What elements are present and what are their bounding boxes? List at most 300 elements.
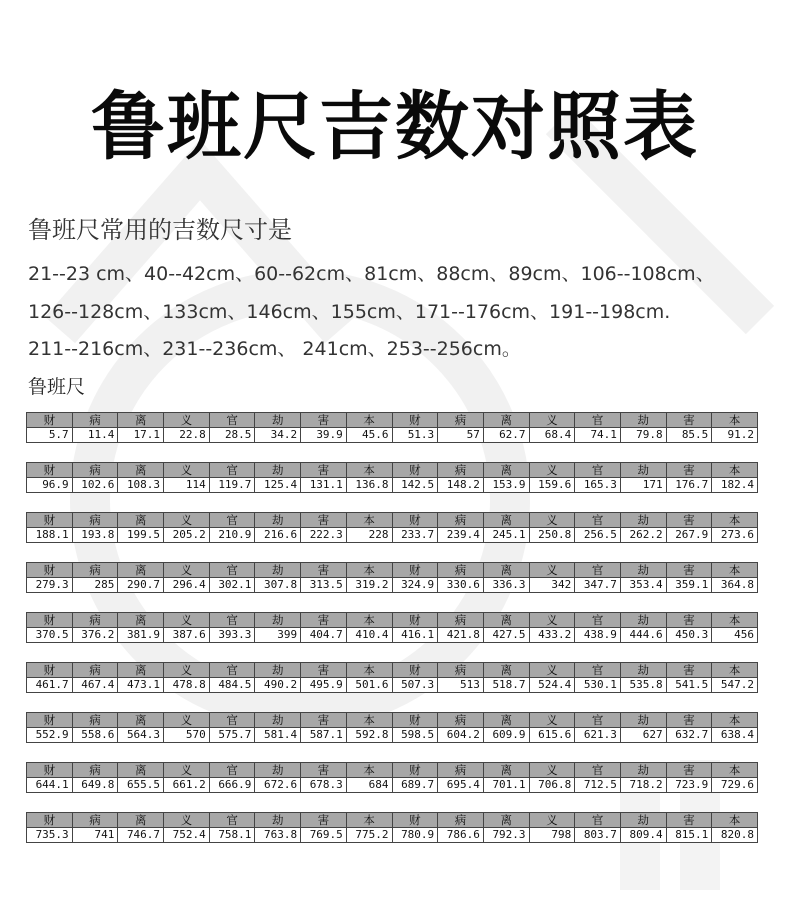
header-cell: 财 (27, 513, 73, 528)
value-cell: 689.7 (392, 778, 438, 793)
header-cell: 病 (438, 513, 484, 528)
header-cell: 害 (301, 663, 347, 678)
value-cell: 638.4 (712, 728, 758, 743)
value-cell: 741 (72, 828, 118, 843)
value-cell: 723.9 (666, 778, 712, 793)
header-cell: 义 (164, 713, 210, 728)
value-cell: 307.8 (255, 578, 301, 593)
value-cell: 39.9 (301, 428, 347, 443)
value-cell: 558.6 (72, 728, 118, 743)
value-cell: 598.5 (392, 728, 438, 743)
value-cell: 421.8 (438, 628, 484, 643)
ruler-table (26, 662, 758, 693)
header-cell: 本 (346, 663, 392, 678)
value-cell: 22.8 (164, 428, 210, 443)
header-row (27, 613, 758, 628)
value-cell: 34.2 (255, 428, 301, 443)
header-cell: 病 (438, 463, 484, 478)
header-cell: 离 (118, 813, 164, 828)
header-cell: 病 (72, 413, 118, 428)
header-cell: 害 (666, 713, 712, 728)
header-cell: 离 (118, 663, 164, 678)
value-row (27, 528, 758, 543)
header-cell: 财 (27, 763, 73, 778)
value-cell: 769.5 (301, 828, 347, 843)
ruler-table (26, 462, 758, 493)
header-cell: 劫 (255, 463, 301, 478)
value-cell: 433.2 (529, 628, 575, 643)
header-cell: 义 (164, 513, 210, 528)
value-cell: 552.9 (27, 728, 73, 743)
header-cell: 害 (301, 813, 347, 828)
header-cell: 义 (529, 613, 575, 628)
value-cell: 547.2 (712, 678, 758, 693)
value-cell: 245.1 (483, 528, 529, 543)
value-cell: 11.4 (72, 428, 118, 443)
value-cell: 467.4 (72, 678, 118, 693)
dimension-line: 211--216cm、231--236cm、 241cm、253--256cm。 (28, 338, 521, 360)
value-cell: 62.7 (483, 428, 529, 443)
header-cell: 病 (72, 613, 118, 628)
value-cell: 153.9 (483, 478, 529, 493)
value-cell: 666.9 (209, 778, 255, 793)
value-cell: 114 (164, 478, 210, 493)
value-cell: 444.6 (620, 628, 666, 643)
header-cell: 义 (529, 663, 575, 678)
header-cell: 财 (392, 613, 438, 628)
header-cell: 本 (346, 613, 392, 628)
header-cell: 义 (529, 463, 575, 478)
value-cell: 233.7 (392, 528, 438, 543)
value-cell: 188.1 (27, 528, 73, 543)
header-cell: 离 (483, 463, 529, 478)
header-cell: 病 (438, 813, 484, 828)
header-cell: 害 (666, 513, 712, 528)
header-cell: 义 (529, 413, 575, 428)
value-row (27, 478, 758, 493)
value-cell: 490.2 (255, 678, 301, 693)
value-row (27, 728, 758, 743)
header-cell: 本 (712, 713, 758, 728)
value-cell: 798 (529, 828, 575, 843)
header-cell: 官 (209, 663, 255, 678)
header-cell: 官 (209, 613, 255, 628)
value-cell: 456 (712, 628, 758, 643)
value-cell: 513 (438, 678, 484, 693)
header-cell: 官 (209, 463, 255, 478)
luban-ruler-tables (26, 412, 760, 862)
value-row (27, 628, 758, 643)
header-cell: 病 (72, 563, 118, 578)
header-cell: 离 (483, 713, 529, 728)
value-cell: 649.8 (72, 778, 118, 793)
header-cell: 财 (392, 713, 438, 728)
page-title: 鲁班尺吉数对照表 (91, 84, 699, 170)
header-row (27, 713, 758, 728)
value-cell: 285 (72, 578, 118, 593)
header-row (27, 463, 758, 478)
value-cell: 758.1 (209, 828, 255, 843)
header-cell: 本 (712, 813, 758, 828)
header-cell: 害 (666, 413, 712, 428)
value-cell: 148.2 (438, 478, 484, 493)
header-row (27, 663, 758, 678)
header-cell: 官 (575, 713, 621, 728)
header-cell: 病 (438, 663, 484, 678)
value-row (27, 678, 758, 693)
value-cell: 239.4 (438, 528, 484, 543)
header-cell: 财 (392, 563, 438, 578)
header-cell: 害 (301, 713, 347, 728)
header-cell: 害 (666, 613, 712, 628)
value-cell: 51.3 (392, 428, 438, 443)
value-row (27, 828, 758, 843)
value-cell: 530.1 (575, 678, 621, 693)
value-cell: 820.8 (712, 828, 758, 843)
header-cell: 官 (575, 513, 621, 528)
value-cell: 336.3 (483, 578, 529, 593)
header-cell: 离 (118, 463, 164, 478)
header-cell: 劫 (255, 513, 301, 528)
header-cell: 劫 (255, 613, 301, 628)
header-cell: 病 (72, 713, 118, 728)
value-cell: 57 (438, 428, 484, 443)
value-cell: 655.5 (118, 778, 164, 793)
dimension-line: 21--23 cm、40--42cm、60--62cm、81cm、88cm、89cm、106--108cm、 (28, 263, 715, 285)
value-cell: 222.3 (301, 528, 347, 543)
header-cell: 害 (301, 513, 347, 528)
value-cell: 142.5 (392, 478, 438, 493)
header-cell: 官 (209, 763, 255, 778)
value-cell: 267.9 (666, 528, 712, 543)
value-cell: 399 (255, 628, 301, 643)
header-cell: 害 (301, 563, 347, 578)
value-cell: 786.6 (438, 828, 484, 843)
header-cell: 官 (575, 463, 621, 478)
header-cell: 本 (712, 613, 758, 628)
header-cell: 义 (529, 813, 575, 828)
value-cell: 632.7 (666, 728, 712, 743)
value-cell: 370.5 (27, 628, 73, 643)
value-cell: 450.3 (666, 628, 712, 643)
value-cell: 609.9 (483, 728, 529, 743)
header-cell: 本 (712, 513, 758, 528)
value-cell: 5.7 (27, 428, 73, 443)
value-cell: 484.5 (209, 678, 255, 693)
value-cell: 342 (529, 578, 575, 593)
header-cell: 劫 (620, 813, 666, 828)
ruler-table (26, 412, 758, 443)
header-cell: 本 (346, 563, 392, 578)
value-cell: 68.4 (529, 428, 575, 443)
header-cell: 劫 (255, 813, 301, 828)
value-cell: 28.5 (209, 428, 255, 443)
value-cell: 404.7 (301, 628, 347, 643)
header-row (27, 763, 758, 778)
value-cell: 427.5 (483, 628, 529, 643)
header-cell: 害 (301, 613, 347, 628)
value-cell: 102.6 (72, 478, 118, 493)
value-cell: 803.7 (575, 828, 621, 843)
dimension-line: 126--128cm、133cm、146cm、155cm、171--176cm、191--198cm. (28, 300, 671, 323)
value-cell: 718.2 (620, 778, 666, 793)
header-cell: 本 (346, 813, 392, 828)
header-cell: 劫 (620, 763, 666, 778)
header-row (27, 513, 758, 528)
value-cell: 262.2 (620, 528, 666, 543)
header-cell: 官 (209, 813, 255, 828)
header-row (27, 413, 758, 428)
header-cell: 官 (209, 513, 255, 528)
value-cell: 387.6 (164, 628, 210, 643)
value-cell: 91.2 (712, 428, 758, 443)
value-cell: 627 (620, 728, 666, 743)
header-cell: 官 (575, 413, 621, 428)
header-cell: 害 (301, 413, 347, 428)
value-cell: 228 (346, 528, 392, 543)
header-cell: 本 (712, 763, 758, 778)
header-cell: 离 (483, 413, 529, 428)
header-cell: 财 (27, 713, 73, 728)
header-cell: 义 (164, 613, 210, 628)
header-cell: 本 (712, 663, 758, 678)
header-cell: 劫 (255, 663, 301, 678)
header-cell: 财 (27, 413, 73, 428)
value-cell: 501.6 (346, 678, 392, 693)
value-cell: 535.8 (620, 678, 666, 693)
value-cell: 193.8 (72, 528, 118, 543)
value-cell: 684 (346, 778, 392, 793)
value-cell: 324.9 (392, 578, 438, 593)
header-cell: 官 (209, 713, 255, 728)
header-cell: 财 (392, 663, 438, 678)
header-cell: 劫 (620, 613, 666, 628)
value-cell: 182.4 (712, 478, 758, 493)
header-cell: 离 (118, 713, 164, 728)
auspicious-dimensions (28, 256, 778, 369)
header-cell: 本 (346, 463, 392, 478)
header-cell: 害 (666, 813, 712, 828)
header-cell: 劫 (255, 713, 301, 728)
value-cell: 518.7 (483, 678, 529, 693)
ruler-table (26, 562, 758, 593)
value-cell: 621.3 (575, 728, 621, 743)
header-cell: 劫 (620, 413, 666, 428)
value-cell: 712.5 (575, 778, 621, 793)
header-cell: 本 (346, 413, 392, 428)
value-cell: 96.9 (27, 478, 73, 493)
value-cell: 524.4 (529, 678, 575, 693)
value-cell: 85.5 (666, 428, 712, 443)
value-cell: 74.1 (575, 428, 621, 443)
value-cell: 45.6 (346, 428, 392, 443)
header-cell: 官 (575, 813, 621, 828)
value-cell: 644.1 (27, 778, 73, 793)
value-cell: 17.1 (118, 428, 164, 443)
section-subtitle: 鲁班尺 (28, 376, 86, 398)
header-cell: 官 (209, 413, 255, 428)
value-cell: 763.8 (255, 828, 301, 843)
value-cell: 381.9 (118, 628, 164, 643)
value-cell: 507.3 (392, 678, 438, 693)
header-cell: 本 (712, 413, 758, 428)
value-cell: 570 (164, 728, 210, 743)
header-cell: 离 (118, 563, 164, 578)
value-cell: 746.7 (118, 828, 164, 843)
header-cell: 劫 (620, 463, 666, 478)
value-cell: 376.2 (72, 628, 118, 643)
value-cell: 735.3 (27, 828, 73, 843)
header-cell: 劫 (255, 413, 301, 428)
value-cell: 478.8 (164, 678, 210, 693)
header-cell: 病 (72, 813, 118, 828)
value-row (27, 778, 758, 793)
value-cell: 125.4 (255, 478, 301, 493)
header-cell: 义 (164, 813, 210, 828)
value-cell: 461.7 (27, 678, 73, 693)
value-cell: 410.4 (346, 628, 392, 643)
ruler-table (26, 812, 758, 843)
intro-text: 鲁班尺常用的吉数尺寸是 (28, 216, 292, 244)
header-cell: 义 (164, 763, 210, 778)
header-cell: 义 (529, 713, 575, 728)
header-cell: 病 (72, 463, 118, 478)
header-cell: 离 (483, 663, 529, 678)
value-cell: 815.1 (666, 828, 712, 843)
value-cell: 615.6 (529, 728, 575, 743)
header-cell: 劫 (620, 513, 666, 528)
header-cell: 官 (575, 613, 621, 628)
value-cell: 108.3 (118, 478, 164, 493)
value-cell: 176.7 (666, 478, 712, 493)
value-cell: 290.7 (118, 578, 164, 593)
header-cell: 官 (575, 663, 621, 678)
value-cell: 210.9 (209, 528, 255, 543)
header-row (27, 563, 758, 578)
value-cell: 587.1 (301, 728, 347, 743)
header-cell: 财 (27, 563, 73, 578)
value-cell: 792.3 (483, 828, 529, 843)
value-row (27, 578, 758, 593)
value-cell: 706.8 (529, 778, 575, 793)
header-row (27, 813, 758, 828)
value-cell: 775.2 (346, 828, 392, 843)
header-cell: 害 (666, 763, 712, 778)
value-cell: 313.5 (301, 578, 347, 593)
value-cell: 159.6 (529, 478, 575, 493)
ruler-table (26, 512, 758, 543)
header-cell: 财 (392, 763, 438, 778)
header-cell: 害 (301, 463, 347, 478)
header-cell: 义 (164, 413, 210, 428)
value-cell: 302.1 (209, 578, 255, 593)
value-cell: 273.6 (712, 528, 758, 543)
header-cell: 义 (529, 513, 575, 528)
value-cell: 729.6 (712, 778, 758, 793)
header-cell: 义 (529, 563, 575, 578)
header-cell: 离 (483, 563, 529, 578)
header-cell: 害 (301, 763, 347, 778)
header-cell: 财 (27, 463, 73, 478)
header-cell: 劫 (620, 563, 666, 578)
value-cell: 581.4 (255, 728, 301, 743)
value-cell: 604.2 (438, 728, 484, 743)
header-cell: 本 (712, 563, 758, 578)
header-cell: 劫 (620, 663, 666, 678)
value-cell: 661.2 (164, 778, 210, 793)
value-cell: 575.7 (209, 728, 255, 743)
value-cell: 165.3 (575, 478, 621, 493)
header-cell: 病 (438, 413, 484, 428)
ruler-table (26, 712, 758, 743)
value-cell: 353.4 (620, 578, 666, 593)
value-cell: 330.6 (438, 578, 484, 593)
value-cell: 205.2 (164, 528, 210, 543)
ruler-table (26, 612, 758, 643)
value-cell: 250.8 (529, 528, 575, 543)
header-cell: 劫 (620, 713, 666, 728)
header-cell: 财 (392, 413, 438, 428)
header-cell: 离 (118, 763, 164, 778)
header-cell: 害 (666, 663, 712, 678)
value-cell: 809.4 (620, 828, 666, 843)
value-cell: 364.8 (712, 578, 758, 593)
value-cell: 564.3 (118, 728, 164, 743)
header-cell: 财 (392, 463, 438, 478)
value-cell: 279.3 (27, 578, 73, 593)
value-cell: 752.4 (164, 828, 210, 843)
header-cell: 财 (27, 613, 73, 628)
value-cell: 678.3 (301, 778, 347, 793)
header-cell: 义 (164, 663, 210, 678)
header-cell: 病 (438, 713, 484, 728)
header-cell: 财 (27, 663, 73, 678)
header-cell: 离 (483, 813, 529, 828)
header-cell: 离 (483, 613, 529, 628)
header-cell: 离 (483, 513, 529, 528)
value-cell: 359.1 (666, 578, 712, 593)
header-cell: 官 (209, 563, 255, 578)
header-cell: 离 (483, 763, 529, 778)
header-cell: 病 (438, 763, 484, 778)
header-cell: 病 (72, 663, 118, 678)
value-cell: 199.5 (118, 528, 164, 543)
value-cell: 347.7 (575, 578, 621, 593)
value-cell: 171 (620, 478, 666, 493)
value-cell: 541.5 (666, 678, 712, 693)
value-cell: 136.8 (346, 478, 392, 493)
value-cell: 79.8 (620, 428, 666, 443)
header-cell: 财 (392, 513, 438, 528)
header-cell: 本 (346, 763, 392, 778)
value-cell: 780.9 (392, 828, 438, 843)
value-cell: 216.6 (255, 528, 301, 543)
header-cell: 病 (72, 763, 118, 778)
header-cell: 害 (666, 463, 712, 478)
header-cell: 离 (118, 413, 164, 428)
value-cell: 393.3 (209, 628, 255, 643)
header-cell: 劫 (255, 563, 301, 578)
header-cell: 义 (164, 563, 210, 578)
header-cell: 本 (346, 513, 392, 528)
value-cell: 296.4 (164, 578, 210, 593)
value-row (27, 428, 758, 443)
value-cell: 495.9 (301, 678, 347, 693)
value-cell: 319.2 (346, 578, 392, 593)
value-cell: 438.9 (575, 628, 621, 643)
value-cell: 256.5 (575, 528, 621, 543)
value-cell: 672.6 (255, 778, 301, 793)
